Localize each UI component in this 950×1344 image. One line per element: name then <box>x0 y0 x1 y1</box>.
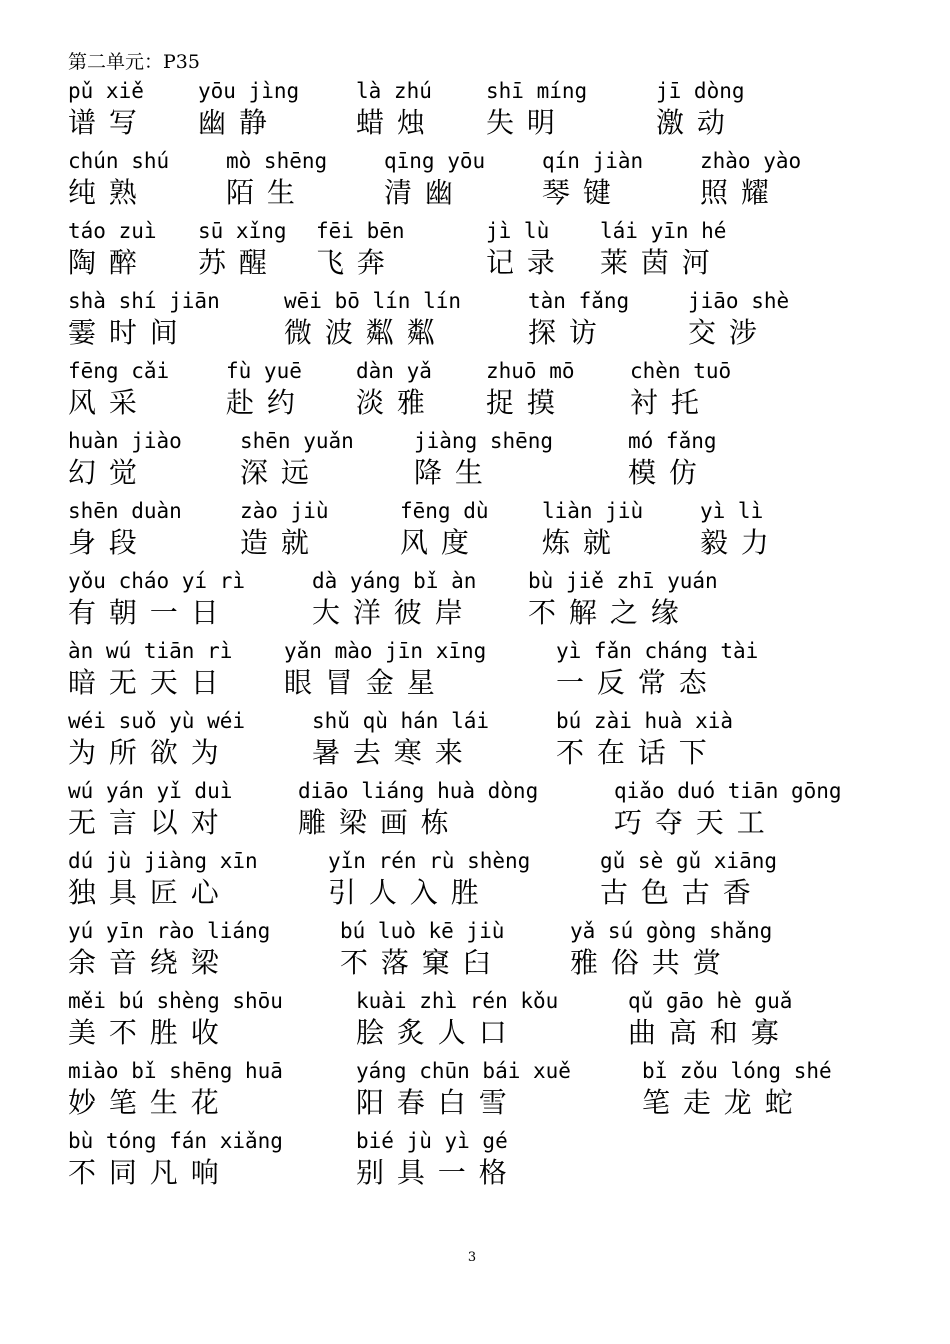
pinyin-text: táo zuì <box>68 219 157 243</box>
chinese-word: 苏 醒 <box>198 246 269 279</box>
chinese-word: 美 不 胜 收 <box>68 1016 221 1049</box>
chinese-word: 淡 雅 <box>356 386 427 419</box>
pinyin-text: sū xǐng <box>198 219 287 243</box>
vocab-row <box>0 78 950 140</box>
vocab-row <box>0 288 950 350</box>
chinese-word: 交 涉 <box>688 316 759 349</box>
pinyin-text: shēn yuǎn <box>240 429 354 453</box>
vocab-row <box>0 568 950 630</box>
vocab-row <box>0 358 950 420</box>
chinese-word: 清 幽 <box>384 176 455 209</box>
pinyin-text: liàn jiù <box>542 499 644 523</box>
pinyin-text: bú zài huà xià <box>556 709 734 733</box>
chinese-word: 雅 俗 共 赏 <box>570 946 723 979</box>
pinyin-text: wú yán yǐ duì <box>68 779 233 803</box>
chinese-word: 蜡 烛 <box>356 106 427 139</box>
pinyin-text: bú luò kē jiù <box>340 919 505 943</box>
pinyin-text: yú yīn rào liáng <box>68 919 271 943</box>
pinyin-text: bǐ zǒu lóng shé <box>642 1059 832 1083</box>
pinyin-text: miào bǐ shēng huā <box>68 1059 283 1083</box>
pinyin-text: bù jiě zhī yuán <box>528 569 718 593</box>
chinese-word: 巧 夺 天 工 <box>614 806 767 839</box>
pinyin-text: yáng chūn bái xuě <box>356 1059 571 1083</box>
vocab-row <box>0 778 950 840</box>
chinese-word: 身 段 <box>68 526 139 559</box>
pinyin-text: jī dòng <box>656 79 745 103</box>
chinese-word: 有 朝 一 日 <box>68 596 221 629</box>
chinese-word: 独 具 匠 心 <box>68 876 221 909</box>
chinese-word: 莱 茵 河 <box>600 246 712 279</box>
pinyin-text: gǔ sè gǔ xiāng <box>600 849 778 873</box>
vocab-row <box>0 1128 950 1190</box>
chinese-word: 霎 时 间 <box>68 316 180 349</box>
chinese-word: 照 耀 <box>700 176 771 209</box>
pinyin-text: àn wú tiān rì <box>68 639 233 663</box>
chinese-word: 激 动 <box>656 106 727 139</box>
chinese-word: 幽 静 <box>198 106 269 139</box>
chinese-word: 无 言 以 对 <box>68 806 221 839</box>
chinese-word: 降 生 <box>414 456 485 489</box>
pinyin-text: chún shú <box>68 149 170 173</box>
chinese-word: 古 色 古 香 <box>600 876 753 909</box>
pinyin-text: bù tóng fán xiǎng <box>68 1129 283 1153</box>
chinese-word: 不 同 凡 响 <box>68 1156 221 1189</box>
chinese-word: 别 具 一 格 <box>356 1156 509 1189</box>
chinese-word: 微 波 粼 粼 <box>284 316 437 349</box>
pinyin-text: mò shēng <box>226 149 328 173</box>
pinyin-text: wēi bō lín lín <box>284 289 462 313</box>
pinyin-text: dàn yǎ <box>356 359 432 383</box>
chinese-word: 眼 冒 金 星 <box>284 666 437 699</box>
pinyin-text: dà yáng bǐ àn <box>312 569 477 593</box>
pinyin-text: diāo liáng huà dòng <box>298 779 539 803</box>
chinese-word: 妙 笔 生 花 <box>68 1086 221 1119</box>
vocab-row <box>0 148 950 210</box>
chinese-word: 琴 键 <box>542 176 613 209</box>
pinyin-text: jiāo shè <box>688 289 790 313</box>
chinese-word: 陶 醉 <box>68 246 139 279</box>
pinyin-text: yǎ sú gòng shǎng <box>570 919 773 943</box>
chinese-word: 失 明 <box>486 106 557 139</box>
chinese-word: 模 仿 <box>628 456 699 489</box>
pinyin-text: mó fǎng <box>628 429 717 453</box>
pinyin-text: qīng yōu <box>384 149 486 173</box>
pinyin-text: shà shí jiān <box>68 289 220 313</box>
chinese-word: 为 所 欲 为 <box>68 736 221 769</box>
pinyin-text: pǔ xiě <box>68 79 144 103</box>
chinese-word: 纯 熟 <box>68 176 139 209</box>
vocab-row <box>0 1058 950 1120</box>
pinyin-text: là zhú <box>356 79 432 103</box>
vocab-row <box>0 218 950 280</box>
vocab-row <box>0 428 950 490</box>
chinese-word: 毅 力 <box>700 526 771 559</box>
pinyin-text: měi bú shèng shōu <box>68 989 283 1013</box>
chinese-word: 捉 摸 <box>486 386 557 419</box>
pinyin-text: lái yīn hé <box>600 219 727 243</box>
chinese-word: 曲 高 和 寡 <box>628 1016 781 1049</box>
pinyin-text: zào jiù <box>240 499 329 523</box>
pinyin-text: jì lù <box>486 219 550 243</box>
chinese-word: 深 远 <box>240 456 311 489</box>
page-number: 3 <box>467 1250 477 1265</box>
vocab-row <box>0 638 950 700</box>
vocab-row <box>0 708 950 770</box>
chinese-word: 衬 托 <box>630 386 701 419</box>
chinese-word: 风 采 <box>68 386 139 419</box>
chinese-word: 造 就 <box>240 526 311 559</box>
chinese-word: 陌 生 <box>226 176 297 209</box>
chinese-word: 不 落 窠 臼 <box>340 946 493 979</box>
pinyin-text: tàn fǎng <box>528 289 630 313</box>
pinyin-text: fēng cǎi <box>68 359 170 383</box>
pinyin-text: yǎn mào jīn xīng <box>284 639 487 663</box>
pinyin-text: dú jù jiàng xīn <box>68 849 258 873</box>
vocab-row <box>0 848 950 910</box>
pinyin-text: yǐn rén rù shèng <box>328 849 531 873</box>
chinese-word: 脍 炙 人 口 <box>356 1016 509 1049</box>
pinyin-text: zhào yào <box>700 149 802 173</box>
chinese-word: 谱 写 <box>68 106 139 139</box>
chinese-word: 探 访 <box>528 316 599 349</box>
pinyin-text: huàn jiào <box>68 429 182 453</box>
pinyin-text: kuài zhì rén kǒu <box>356 989 559 1013</box>
chinese-word: 引 人 入 胜 <box>328 876 481 909</box>
vocab-row <box>0 498 950 560</box>
pinyin-text: wéi suǒ yù wéi <box>68 709 246 733</box>
chinese-word: 赴 约 <box>226 386 297 419</box>
pinyin-text: zhuō mō <box>486 359 575 383</box>
chinese-word: 炼 就 <box>542 526 613 559</box>
pinyin-text: yōu jìng <box>198 79 300 103</box>
pinyin-text: fēng dù <box>400 499 489 523</box>
chinese-word: 暗 无 天 日 <box>68 666 221 699</box>
pinyin-text: yì fǎn cháng tài <box>556 639 759 663</box>
pinyin-text: bié jù yì gé <box>356 1129 508 1153</box>
chinese-word: 大 洋 彼 岸 <box>312 596 465 629</box>
pinyin-text: qín jiàn <box>542 149 644 173</box>
chinese-word: 笔 走 龙 蛇 <box>642 1086 795 1119</box>
chinese-word: 暑 去 寒 来 <box>312 736 465 769</box>
pinyin-text: jiàng shēng <box>414 429 554 453</box>
chinese-word: 余 音 绕 梁 <box>68 946 221 979</box>
pinyin-text: shī míng <box>486 79 588 103</box>
chinese-word: 风 度 <box>400 526 471 559</box>
pinyin-text: chèn tuō <box>630 359 732 383</box>
chinese-word: 幻 觉 <box>68 456 139 489</box>
pinyin-text: yǒu cháo yí rì <box>68 569 246 593</box>
chinese-word: 记 录 <box>486 246 557 279</box>
chinese-word: 雕 梁 画 栋 <box>298 806 451 839</box>
chinese-word: 飞 奔 <box>316 246 387 279</box>
pinyin-text: qiǎo duó tiān gōng <box>614 779 842 803</box>
chinese-word: 不 在 话 下 <box>556 736 709 769</box>
pinyin-text: yì lì <box>700 499 764 523</box>
pinyin-text: fù yuē <box>226 359 302 383</box>
vocab-row <box>0 988 950 1050</box>
pinyin-text: fēi bēn <box>316 219 405 243</box>
chinese-word: 一 反 常 态 <box>556 666 709 699</box>
pinyin-text: shēn duàn <box>68 499 182 523</box>
chinese-word: 不 解 之 缘 <box>528 596 681 629</box>
pinyin-text: qǔ gāo hè guǎ <box>628 989 793 1013</box>
unit-heading: 第二单元：P35 <box>68 51 200 73</box>
vocab-row <box>0 918 950 980</box>
chinese-word: 阳 春 白 雪 <box>356 1086 509 1119</box>
pinyin-text: shǔ qù hán lái <box>312 709 490 733</box>
